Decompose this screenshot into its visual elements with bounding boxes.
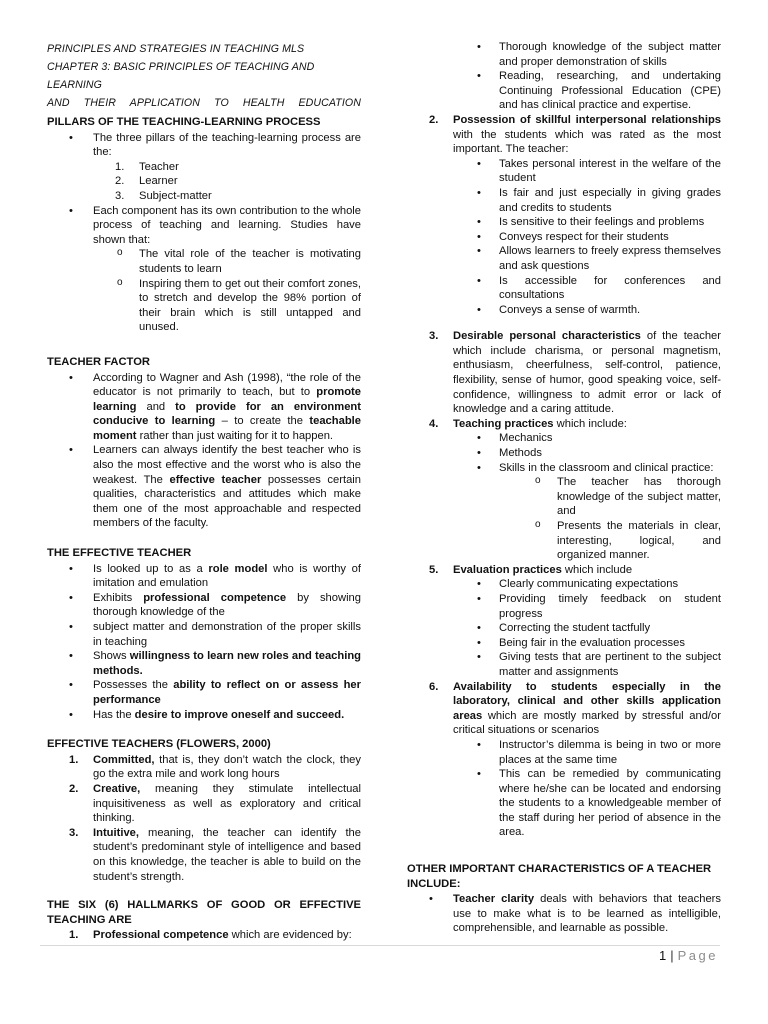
- hallmark-2-bullet: • Allows learners to freely express themselves and ask questions: [407, 244, 721, 273]
- hallmark-1-bullet: • Thorough knowledge of the subject matter and proper demonstration of skills: [407, 40, 721, 69]
- hallmark-2-bullet: • Takes personal interest in the welfare of the student: [407, 157, 721, 186]
- hallmark-4-sub-item: o The teacher has thorough knowledge of the subject matter, and: [407, 475, 721, 519]
- hallmark-4-sub-item: o Presents the materials in clear, interesting, logical, and organized manner.: [407, 519, 721, 563]
- hallmark-1-bullet: • Reading, researching, and undertaking Continuing Professional Education (CPE) and has clinical practice and expertise.: [407, 69, 721, 113]
- teacher-factor-bullet-1: • According to Wagner and Ash (1998), “the role of the educator is not primarily to teach, but to promote learning and to provide for an environment conducive to learning – to create the teachable moment rather than just waiting for it to happen.: [47, 371, 361, 444]
- chapter-title-line2: AND THEIR APPLICATION TO HEALTH EDUCATION: [47, 97, 361, 109]
- pillars-bullet-2: • Each component has its own contribution to the whole process of teaching and learning. Studies have shown that:: [47, 204, 361, 248]
- pillars-heading: PILLARS OF THE TEACHING-LEARNING PROCESS: [47, 116, 321, 128]
- left-column: [47, 40, 361, 943]
- hallmark-2-bullet: • Conveys respect for their students: [407, 230, 721, 245]
- other-characteristics-bullet: • Teacher clarity deals with behaviors that teachers use to make what is to be learned as intelligible, comprehensible, and learnable as possible.: [407, 892, 721, 936]
- hallmark-item-5: 5. Evaluation practices which include: [429, 563, 633, 576]
- chapter-title-line1: CHAPTER 3: BASIC PRINCIPLES OF TEACHING AND LEARNING: [47, 61, 315, 91]
- flowers-item: 3. Intuitive, meaning, the teacher can identify the student’s predominant style of intelligence and based on this knowledge, the teacher is able to build on the student’s strength.: [69, 826, 361, 883]
- hallmark-6-bullet: • This can be remedied by communicating where he/she can be located and endorsing the students to a knowledgeable member of the staff during her period of absence in the area.: [407, 767, 721, 840]
- pillar-item: 2. Learner: [115, 175, 178, 188]
- hallmark-item-2: 2. Possession of skillful interpersonal relationships with the students which was rated as the most important. The teacher:: [429, 113, 721, 156]
- pillars-sub-item: o Inspiring them to get out their comfort zones, to stretch and develop the 98% portion of their brain which is still untapped and unused.: [47, 277, 361, 335]
- hallmark-5-bullet: • Clearly communicating expectations: [407, 577, 721, 592]
- hallmark-5-bullet: • Being fair in the evaluation processes: [407, 636, 721, 651]
- effective-teacher-bullet: • Shows willingness to learn new roles and teaching methods.: [47, 649, 361, 678]
- hallmark-5-bullet: • Correcting the student tactfully: [407, 621, 721, 636]
- hallmarks-heading: THE SIX (6) HALLMARKS OF GOOD OR EFFECTIVE TEACHING ARE: [47, 899, 361, 926]
- footer-rule: [40, 945, 720, 946]
- right-column: [407, 40, 721, 936]
- pillars-sub-item: o The vital role of the teacher is motivating students to learn: [47, 247, 361, 276]
- hallmark-5-bullet: • Providing timely feedback on student progress: [407, 592, 721, 621]
- effective-teacher-bullet: • Exhibits professional competence by showing thorough knowledge of the: [47, 591, 361, 620]
- hallmark-6-bullet: • Instructor’s dilemma is being in two or more places at the same time: [407, 738, 721, 767]
- hallmark-5-bullet: • Giving tests that are pertinent to the subject matter and assignments: [407, 650, 721, 679]
- hallmark-2-bullet: • Is sensitive to their feelings and problems: [407, 215, 721, 230]
- flowers-item: 2. Creative, meaning they stimulate intellectual inquisitiveness as well as exploratory and critical thinking.: [69, 782, 361, 825]
- effective-teacher-bullet: • Has the desire to improve oneself and succeed.: [47, 708, 361, 723]
- hallmark-item-1: 1. Professional competence which are evidenced by:: [69, 929, 352, 942]
- pillar-item: 1. Teacher: [115, 160, 179, 173]
- teacher-factor-heading: TEACHER FACTOR: [47, 355, 150, 368]
- hallmark-2-bullet: • Is accessible for conferences and consultations: [407, 274, 721, 303]
- effective-teacher-bullet: • Possesses the ability to reflect on or assess her performance: [47, 678, 361, 707]
- hallmark-item-6: 6. Availability to students especially in the laboratory, clinical and other skills application areas which are mostly marked by stressful and/or critical situations or scenarios: [429, 680, 721, 737]
- flowers-item: 1. Committed, that is, they don’t watch the clock, they go the extra mile and work long hours: [69, 753, 361, 781]
- course-title: PRINCIPLES AND STRATEGIES IN TEACHING MLS: [47, 43, 305, 55]
- hallmark-4-bullet: • Methods: [407, 446, 721, 461]
- other-characteristics-heading: OTHER IMPORTANT CHARACTERISTICS OF A TEACHER INCLUDE:: [407, 863, 712, 890]
- teacher-factor-bullet-2: • Learners can always identify the best teacher who is also the most effective and the worst who is also the weakest. The effective teacher possesses certain qualities, characteristics and attitudes which make them one of the most approachable and respected members of the faculty.: [47, 443, 361, 531]
- effective-teacher-bullet: • Is looked up to as a role model who is worthy of imitation and emulation: [47, 562, 361, 591]
- hallmark-4-bullet: • Mechanics: [407, 431, 721, 446]
- hallmark-item-4: 4. Teaching practices which include:: [429, 417, 627, 430]
- effective-teacher-heading: THE EFFECTIVE TEACHER: [47, 547, 192, 560]
- flowers-heading: EFFECTIVE TEACHERS (FLOWERS, 2000): [47, 738, 271, 751]
- effective-teacher-continuation: • subject matter and demonstration of the proper skills in teaching: [47, 620, 361, 649]
- page-number: 1 | Page: [659, 948, 718, 963]
- hallmark-item-3: 3. Desirable personal characteristics of the teacher which include charisma, or personal magnetism, enthusiasm, cheerfulness, self-control, patience, flexibility, sense of humor, good speaking voice, self-confidence, willingness to admit error or lack of knowledge and a caring attitude.: [429, 330, 722, 416]
- hallmark-2-bullet: • Conveys a sense of warmth.: [407, 303, 721, 318]
- pillars-bullet-1: • The three pillars of the teaching-learning process are the:: [47, 131, 361, 160]
- pillar-item: 3. Subject-matter: [115, 189, 212, 202]
- hallmark-2-bullet: • Is fair and just especially in giving grades and credits to students: [407, 186, 721, 215]
- hallmark-4-bullet: • Skills in the classroom and clinical practice:: [407, 461, 721, 476]
